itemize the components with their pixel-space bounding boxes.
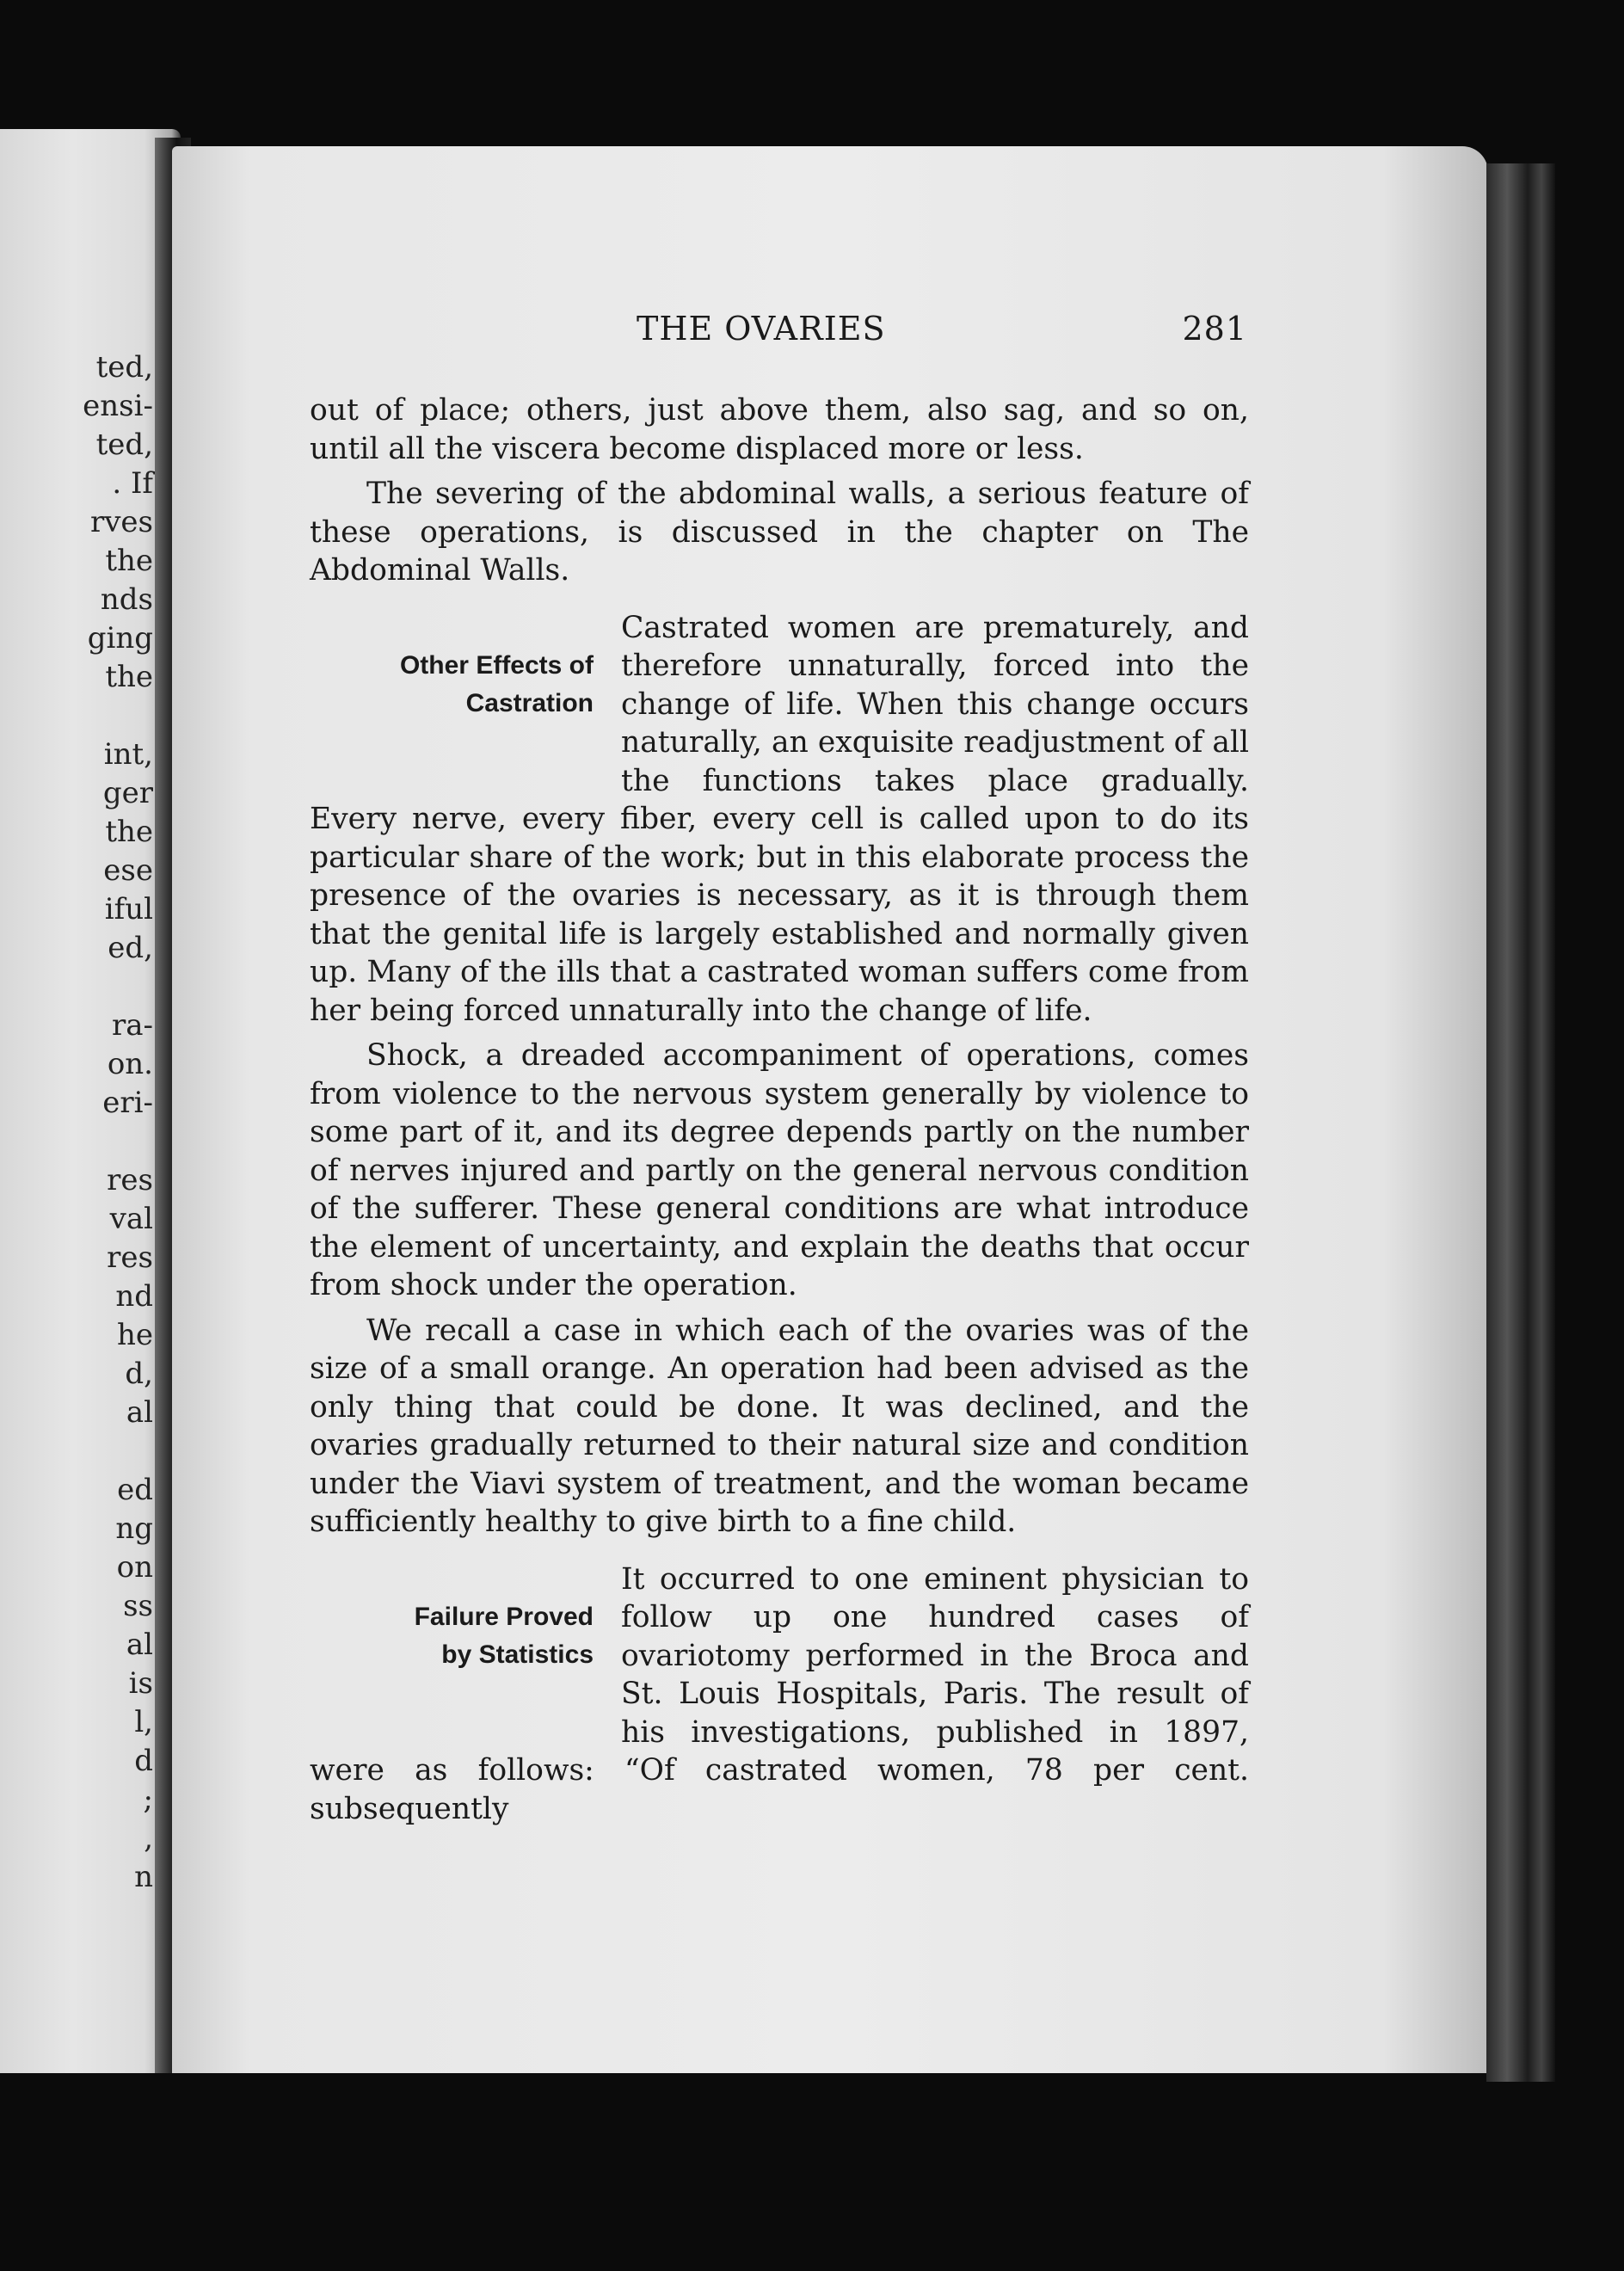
left-page-fragment: rves <box>89 505 153 539</box>
paragraph-3: Castrated women are prematurely, and therefore unnaturally, forced into the change of life. When this change occurs naturally, an exquisite readjustment of all the functions takes place gradually. Every nerve, every fiber, every cell is called upon to do its particular share of the work; but in this elaborate process the presence of the ovaries is necessary, as it is through them that the genital life is largely established and normally given up. Many of the ills that a castrated woman suffers come from her being forced unnaturally into the change of life. <box>310 610 1249 1028</box>
left-page-fragment: ra- <box>111 1008 153 1043</box>
left-page-fragment: nds <box>100 582 153 617</box>
left-page-fragment: val <box>109 1202 153 1236</box>
left-page-fragment: ese <box>103 853 153 888</box>
left-page-fragment: al <box>126 1395 153 1430</box>
body-text <box>310 391 1249 1835</box>
left-page-fragment: ging <box>87 621 153 655</box>
margin-note-other-effects <box>310 609 594 800</box>
left-page-fragment: ensi- <box>83 389 153 423</box>
left-page-fragment: is <box>128 1666 153 1701</box>
left-page-fragment: nd <box>115 1279 153 1314</box>
page-edges <box>1486 163 1555 2082</box>
left-page-fragment: al <box>126 1628 153 1662</box>
left-page-fragment: d <box>134 1744 153 1778</box>
left-page-fragment: eri- <box>102 1086 153 1120</box>
left-page-fragment: res <box>107 1163 153 1197</box>
running-header <box>310 310 1247 353</box>
margin-note-line: by Statistics <box>441 1640 594 1669</box>
left-page-fragment: n <box>134 1860 153 1894</box>
left-page-fragment: iful <box>104 892 153 926</box>
margin-note-line: Other Effects of <box>399 650 594 680</box>
running-title: THE OVARIES <box>637 310 886 348</box>
left-page-fragment: , <box>144 1821 153 1856</box>
left-page-fragment: he <box>116 1318 153 1352</box>
page-number: 281 <box>1182 310 1247 348</box>
paragraph-1: out of place; others, just above them, also sag, and so on, until all the viscera become displaced more or less. <box>310 393 1249 466</box>
left-page-fragment: l, <box>134 1705 153 1739</box>
left-page-fragment: ted, <box>95 350 153 385</box>
paragraph-2: The severing of the abdominal walls, a serious feature of these operations, is discussed in the chapter on The Abdominal Walls. <box>310 477 1249 588</box>
margin-note-failure-proved <box>310 1560 594 1751</box>
left-page-fragment: ger <box>102 776 153 810</box>
left-page-fragment: the <box>105 660 153 694</box>
margin-note-line: Failure Proved <box>414 1602 594 1631</box>
left-page-fragment: d, <box>125 1357 153 1391</box>
left-page-fragment: ted, <box>95 428 153 462</box>
margin-note-line: Castration <box>465 688 594 717</box>
left-page-fragment: ed <box>117 1473 153 1507</box>
paragraph-4: Shock, a dreaded accompaniment of operations, comes from violence to the nervous system generally by violence to some part of it, and its degree depends partly on the number of nerves injured and partly on the general nervous condition of the sufferer. These general conditions are what introduce the element of uncertainty, and explain the deaths that occur from shock under the operation. <box>310 1038 1249 1302</box>
left-page-fragment: int, <box>103 737 153 772</box>
section-other-effects <box>310 609 1249 1031</box>
left-page-fragment: . If <box>112 466 153 501</box>
left-page-fragment: res <box>107 1240 153 1275</box>
paragraph-5: We recall a case in which each of the ovaries was of the size of a small orange. An operation had been advised as the only thing that could be done. It was declined, and the ovaries gradually returned to their natural size and condition under the Viavi system of treatment, and the woman became sufficiently healthy to give birth to a fine child. <box>310 1313 1249 1539</box>
left-page-fragment: on <box>116 1550 153 1585</box>
left-page-fragment: ss <box>123 1589 153 1623</box>
section-failure-proved <box>310 1560 1249 1829</box>
left-page-fragment: on. <box>107 1047 153 1081</box>
left-page-fragment: ed, <box>108 931 153 965</box>
left-page-fragment: the <box>105 544 153 578</box>
paragraph-6: It occurred to one eminent physician to follow up one hundred cases of ovariotomy performed in the Broca and St. Louis Hospitals, Paris. The result of his investigations, published in 1897, were as follows: “Of castrated women, 78 per cent. subsequently <box>310 1561 1249 1826</box>
left-page-fragment: ng <box>115 1511 153 1546</box>
left-page-fragment: ; <box>143 1782 153 1817</box>
left-page-fragment: the <box>105 815 153 849</box>
